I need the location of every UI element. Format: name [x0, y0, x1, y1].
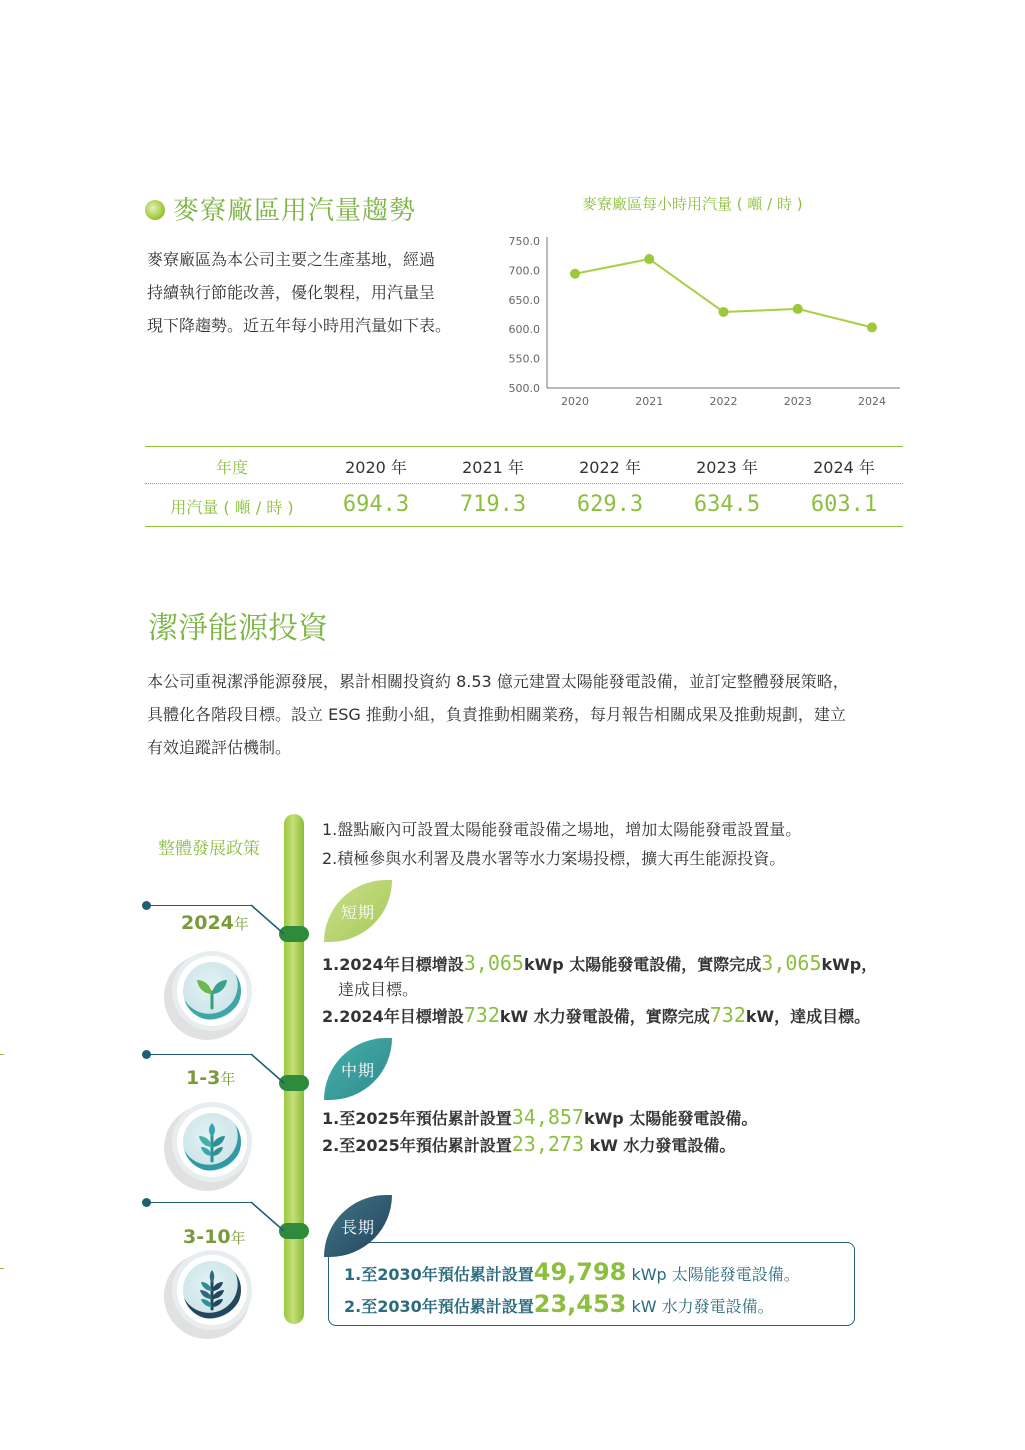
steam-usage-line-chart	[500, 228, 910, 413]
paragraph-line: 有效追蹤評估機制。	[147, 738, 292, 757]
intro-line: 麥寮廠區為本公司主要之生產基地，經過	[147, 250, 436, 269]
data-point	[793, 304, 803, 314]
item-text: kW，達成目標。	[745, 1007, 871, 1026]
period-number: 3-10	[183, 1226, 231, 1248]
table-value-cell: 629.3	[576, 492, 644, 517]
body-paragraph	[147, 665, 907, 764]
y-tick-label: 550.0	[508, 352, 540, 366]
intro-line: 現下降趨勢。近五年每小時用汽量如下表。	[147, 316, 452, 335]
x-tick-label: 2023	[783, 395, 812, 408]
item-text: 2.2024年目標增設	[322, 1007, 464, 1026]
table-header-cell: 2021 年	[462, 458, 524, 477]
period-unit: 年	[230, 1229, 246, 1247]
item-number: 23,453	[533, 1290, 627, 1318]
period-number: 1-3	[186, 1067, 221, 1089]
paragraph-line: 本公司重視潔淨能源發展，累計相關投資約 8.53 億元建置太陽能發電設備，並訂定整體發展策略，	[147, 672, 849, 691]
leaf-badge-mid-term: 中期	[324, 1038, 392, 1100]
y-tick-label: 500.0	[508, 382, 540, 395]
item-text: kWp 太陽能發電設備，實際完成	[523, 955, 762, 974]
section-bullet-icon	[145, 200, 165, 220]
timeline-connector-line	[147, 1202, 251, 1203]
data-point	[719, 307, 729, 317]
item-text: kW 水力發電設備。	[626, 1297, 774, 1316]
timeline-connector-diagonal	[250, 904, 286, 936]
series-line	[575, 259, 872, 327]
data-point	[644, 254, 654, 264]
timeline-connector-line	[147, 905, 251, 906]
item-text: kWp 太陽能發電設備。	[584, 1109, 758, 1128]
item-text: kWp，	[821, 955, 878, 974]
x-tick-label: 2020	[561, 395, 589, 408]
stage-item	[322, 1131, 735, 1159]
tree-medal-icon	[172, 1250, 252, 1330]
section-title: 潔淨能源投資	[148, 611, 328, 646]
policy-item: 2.積極參與水利署及農水署等水力案場投標，擴大再生能源投資。	[322, 849, 786, 868]
table-value-cell: 634.5	[693, 492, 761, 517]
timeline-connector-line	[147, 1054, 251, 1055]
y-tick-label: 750.0	[508, 235, 540, 248]
item-number: 732	[709, 1003, 746, 1027]
table-mid-rule	[145, 483, 903, 484]
plant-icon	[189, 1119, 235, 1165]
stage-item	[322, 1104, 757, 1132]
data-point	[570, 269, 580, 279]
table-header-cell: 2024 年	[813, 458, 875, 477]
item-text: kW 水力發電設備。	[584, 1136, 736, 1155]
item-number: 23,273	[511, 1132, 584, 1156]
chart-title: 麥寮廠區每小時用汽量 ( 噸 / 時 )	[582, 195, 803, 213]
sprout-medal-icon	[172, 951, 252, 1031]
leaf-badge-long-term: 長期	[324, 1195, 392, 1257]
table-bottom-rule	[145, 526, 903, 527]
y-tick-label: 700.0	[508, 264, 540, 278]
period-unit: 年	[220, 1070, 236, 1088]
period-number: 2024	[181, 912, 234, 934]
table-value-cell: 603.1	[810, 492, 878, 517]
stage-item	[344, 1256, 800, 1291]
sprout-icon	[189, 968, 235, 1014]
period-unit: 年	[233, 915, 249, 933]
period-label-2024	[181, 912, 249, 934]
table-header-cell: 2020 年	[345, 458, 407, 477]
intro-line: 持續執行節能改善，優化製程，用汽量呈	[147, 283, 436, 302]
section-title: 麥寮廠區用汽量趨勢	[173, 196, 417, 226]
plant-medal-icon	[172, 1102, 252, 1182]
timeline-connector-diagonal	[250, 1201, 286, 1233]
data-point	[867, 322, 877, 332]
timeline-connector-diagonal	[250, 1053, 286, 1085]
paragraph-line: 具體化各階段目標。設立 ESG 推動小組，負責推動相關業務，每月報告相關成果及推動規劃，建立	[147, 705, 846, 724]
item-number: 3,065	[761, 951, 822, 975]
stage-item	[322, 950, 877, 978]
y-tick-label: 600.0	[508, 323, 540, 337]
item-number: 732	[463, 1003, 500, 1027]
y-tick-label: 650.0	[508, 293, 540, 307]
table-row-label: 用汽量 ( 噸 / 時 )	[170, 498, 294, 517]
intro-paragraph	[147, 243, 482, 342]
item-number: 49,798	[533, 1258, 627, 1286]
table-header-cell: 2022 年	[579, 458, 641, 477]
policy-item: 1.盤點廠內可設置太陽能發電設備之場地，增加太陽能發電設置量。	[322, 820, 802, 839]
x-tick-label: 2021	[635, 395, 664, 408]
table-header-year: 年度	[215, 458, 248, 477]
leaf-badge-short-term: 短期	[324, 880, 392, 942]
stage-item-continuation: 達成目標。	[338, 980, 419, 999]
table-value-cell: 694.3	[342, 492, 410, 517]
stage-item	[322, 1002, 870, 1030]
item-text: 1.2024年目標增設	[322, 955, 464, 974]
item-text: kWp 太陽能發電設備。	[626, 1265, 800, 1284]
item-text: 2.至2025年預估累計設置	[322, 1136, 512, 1155]
item-text: kW 水力發電設備，實際完成	[499, 1007, 710, 1026]
tree-icon	[189, 1267, 235, 1313]
item-text: 2.至2030年預估累計設置	[344, 1297, 534, 1316]
table-top-rule	[145, 446, 903, 447]
page-edge-mark	[0, 1268, 4, 1269]
x-tick-label: 2022	[709, 395, 738, 408]
period-label-1-3	[186, 1067, 235, 1089]
period-label-3-10	[183, 1226, 246, 1248]
item-number: 34,857	[511, 1105, 584, 1129]
item-number: 3,065	[463, 951, 524, 975]
table-value-cell: 719.3	[459, 492, 527, 517]
item-text: 1.至2025年預估累計設置	[322, 1109, 512, 1128]
table-header-cell: 2023 年	[696, 458, 758, 477]
stage-item	[344, 1288, 774, 1323]
policy-label: 整體發展政策	[158, 839, 260, 859]
item-text: 1.至2030年預估累計設置	[344, 1265, 534, 1284]
timeline-trunk	[284, 814, 304, 1324]
page-edge-mark	[0, 1054, 4, 1055]
x-tick-label: 2024	[858, 395, 886, 408]
